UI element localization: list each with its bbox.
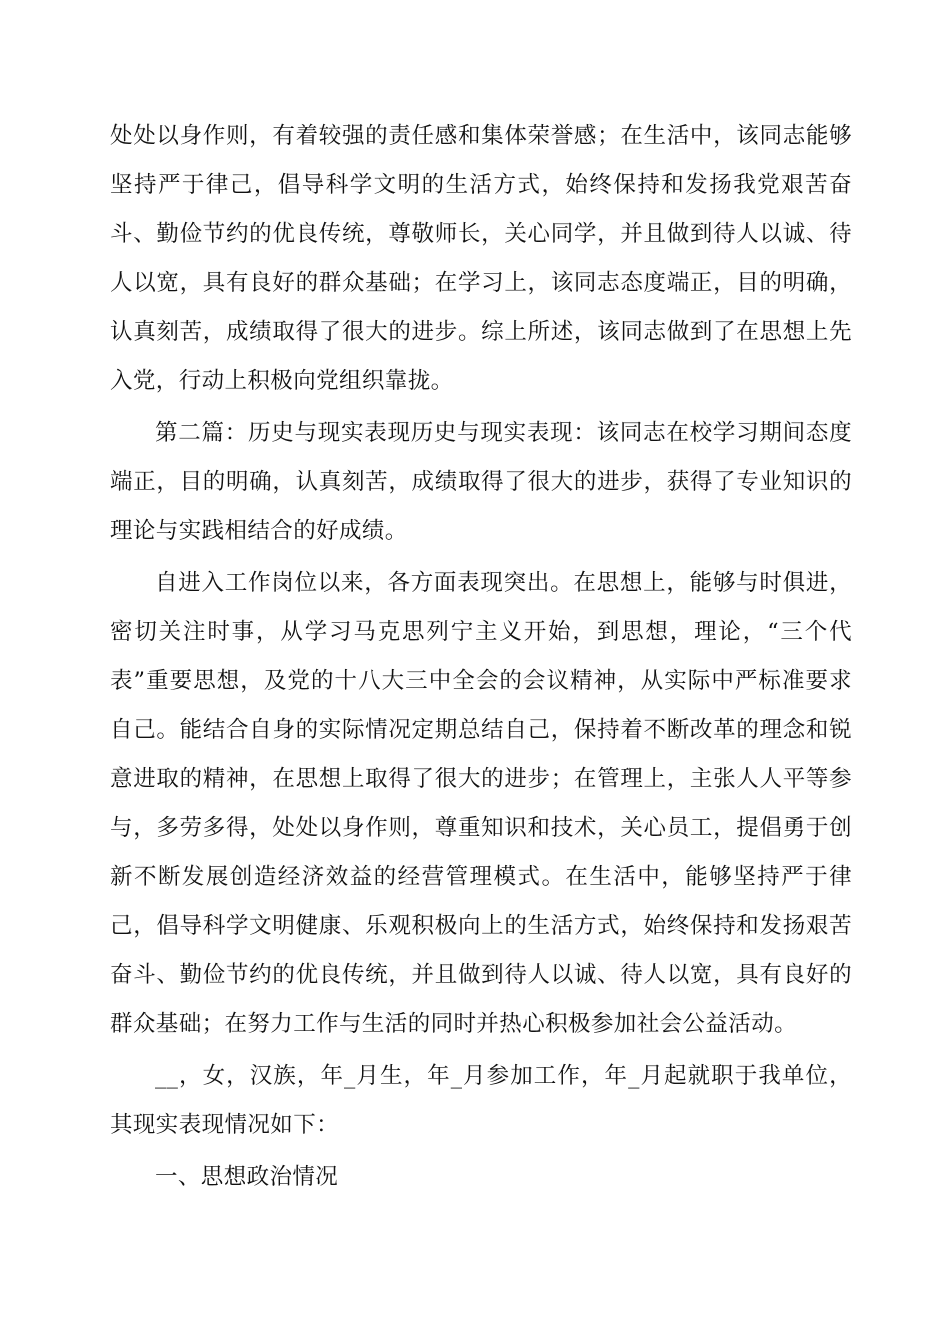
paragraph-continuation: 处处以身作则，有着较强的责任感和集体荣誉感；在生活中，该同志能够坚持严于律己，倡导科学文明的生活方式，始终保持和发扬我党艰苦奋斗、勤俭节约的优良传统，尊敬师长，关心同学，并且做到待人以诚、待人以宽，具有良好的群众基础；在学习上，该同志态度端正，目的明确，认真刻苦，成绩取得了很大的进步。综上所述，该同志做到了在思想上先入党，行动上积极向党组织靠拢。: [110, 123, 852, 394]
section-heading-political: 一、思想政治情况: [155, 1164, 339, 1190]
document-page: [110, 112, 852, 1202]
paragraph-personal-info: __，女，汉族，年_月生，年_月参加工作，年_月起就职于我单位，其现实表现情况如下：: [110, 1063, 852, 1138]
paragraph-work-performance: 自进入工作岗位以来，各方面表现突出。在思想上，能够与时俱进，密切关注时事，从学习马克思列宁主义开始，到思想，理论，“三个代表”重要思想，及党的十八大三中全会的会议精神，从实际中严标准要求自己。能结合自身的实际情况定期总结自己，保持着不断改革的理念和锐意进取的精神，在思想上取得了很大的进步；在管理上，主张人人平等参与，多劳多得，处处以身作则，尊重知识和技术，关心员工，提倡勇于创新不断发展创造经济效益的经营管理模式。在生活中，能够坚持严于律己，倡导科学文明健康、乐观积极向上的生活方式，始终保持和发扬艰苦奋斗、勤俭节约的优良传统，并且做到待人以诚、待人以宽，具有良好的群众基础；在努力工作与生活的同时并热心积极参加社会公益活动。: [110, 570, 852, 1037]
paragraph-second-article: 第二篇：历史与现实表现历史与现实表现：该同志在校学习期间态度端正，目的明确，认真刻苦，成绩取得了很大的进步，获得了专业知识的理论与实践相结合的好成绩。: [110, 420, 852, 544]
